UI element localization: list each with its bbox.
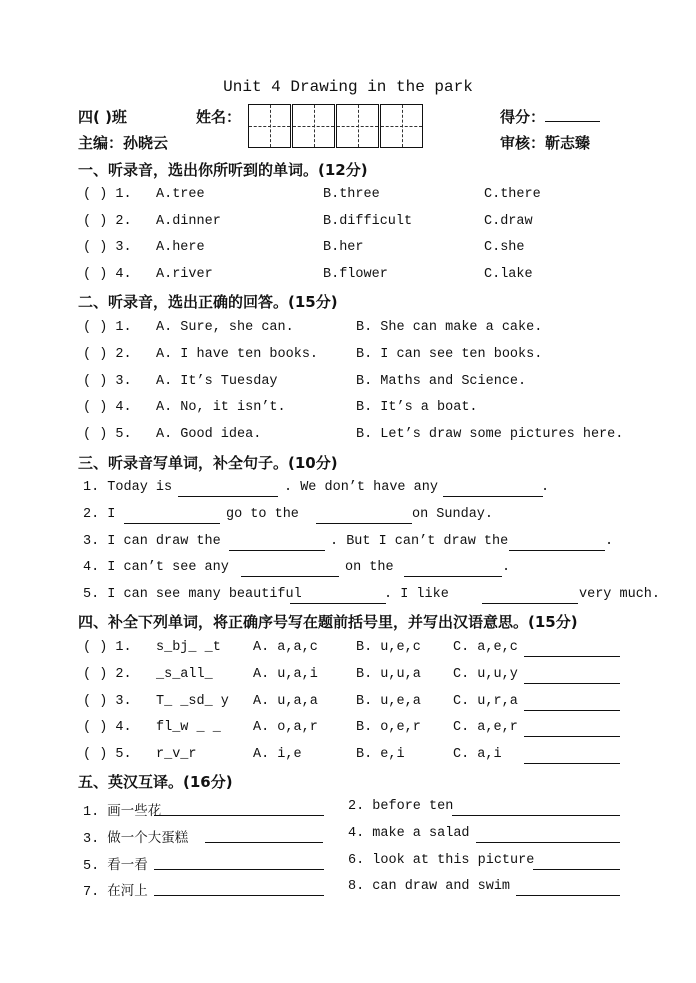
option-b: B. Maths and Science. bbox=[356, 373, 527, 389]
option-a: A.tree bbox=[156, 187, 205, 202]
answer-blank[interactable] bbox=[154, 801, 324, 816]
option-c: C. u,u,y bbox=[453, 666, 518, 682]
answer-blank[interactable] bbox=[443, 482, 543, 497]
answer-blank[interactable] bbox=[316, 509, 412, 524]
class-label: 四( )班 bbox=[78, 108, 127, 126]
answer-blank[interactable] bbox=[452, 801, 620, 816]
score-blank[interactable] bbox=[545, 107, 600, 122]
option-a: A. i,e bbox=[253, 747, 302, 763]
sentence-part: 3. I can draw the bbox=[83, 533, 221, 549]
sentence-part: go to the bbox=[226, 506, 299, 522]
word-puzzle: r_v_r bbox=[156, 747, 197, 763]
sentence-part: . But I can’t draw the bbox=[330, 533, 509, 549]
question-number[interactable]: ( ) 1. bbox=[83, 187, 132, 202]
answer-blank[interactable] bbox=[524, 722, 620, 737]
name-box[interactable] bbox=[380, 104, 423, 148]
question-number[interactable]: ( ) 3. bbox=[83, 693, 132, 709]
answer-blank[interactable] bbox=[524, 669, 620, 684]
sentence-part: 4. I can’t see any bbox=[83, 560, 229, 576]
option-c: C. u,r,a bbox=[453, 693, 518, 709]
option-b: B.flower bbox=[323, 266, 388, 282]
option-b: B. u,u,a bbox=[356, 666, 421, 682]
question-number[interactable]: ( ) 4. bbox=[83, 266, 132, 282]
word-puzzle: _s_all_ bbox=[156, 666, 213, 682]
sentence-part: very much. bbox=[579, 587, 661, 603]
translation-item: 5. 看一看 bbox=[83, 858, 148, 874]
option-c: C. a,i bbox=[453, 747, 502, 763]
section-heading: 四、补全下列单词，将正确序号写在题前括号里，并写出汉语意思。(15分) bbox=[78, 613, 578, 631]
option-b: B.her bbox=[323, 240, 364, 255]
option-a: A.river bbox=[156, 266, 213, 282]
option-c: C. a,e,c bbox=[453, 640, 518, 655]
answer-blank[interactable] bbox=[476, 828, 620, 843]
question-number[interactable]: ( ) 2. bbox=[83, 346, 132, 362]
answer-blank[interactable] bbox=[290, 589, 386, 604]
option-a: A. No, it isn’t. bbox=[156, 400, 286, 416]
question-number[interactable]: ( ) 1. bbox=[83, 320, 132, 335]
answer-blank[interactable] bbox=[482, 589, 578, 604]
answer-blank[interactable] bbox=[524, 642, 620, 657]
sentence-part: . We don’t have any bbox=[284, 480, 438, 495]
translation-item: 1. 画一些花 bbox=[83, 805, 162, 820]
sentence-part: 2. I bbox=[83, 506, 116, 522]
answer-blank[interactable] bbox=[241, 562, 339, 577]
option-a: A. u,a,a bbox=[253, 693, 318, 709]
option-a: A. o,a,r bbox=[253, 720, 318, 736]
option-b: B. She can make a cake. bbox=[356, 320, 543, 335]
question-number[interactable]: ( ) 4. bbox=[83, 720, 132, 736]
translation-item: 3. 做一个大蛋糕 bbox=[83, 831, 189, 847]
option-b: B. u,e,a bbox=[356, 693, 421, 709]
answer-blank[interactable] bbox=[229, 536, 325, 551]
option-a: A.dinner bbox=[156, 213, 221, 229]
option-c: C. a,e,r bbox=[453, 720, 518, 736]
option-b: B. o,e,r bbox=[356, 720, 421, 736]
option-a: A. I have ten books. bbox=[156, 346, 319, 362]
sentence-part: . bbox=[605, 533, 614, 549]
word-puzzle: s_bj_ _t bbox=[156, 640, 221, 655]
translation-item: 7. 在河上 bbox=[83, 885, 148, 901]
answer-blank[interactable] bbox=[509, 536, 605, 551]
sentence-part: . bbox=[502, 560, 511, 576]
option-c: C.she bbox=[484, 240, 525, 255]
question-number[interactable]: ( ) 2. bbox=[83, 213, 132, 229]
option-a: A. It’s Tuesday bbox=[156, 373, 278, 389]
option-a: A. Good idea. bbox=[156, 427, 262, 443]
sentence-part: 1. Today is bbox=[83, 480, 173, 495]
option-b: B. It’s a boat. bbox=[356, 400, 478, 416]
editor-label: 主编：孙晓云 bbox=[78, 134, 169, 152]
option-c: C.there bbox=[484, 187, 541, 202]
answer-blank[interactable] bbox=[404, 562, 502, 577]
option-a: A. u,a,i bbox=[253, 666, 318, 682]
section-heading: 三、听录音写单词，补全句子。(10分) bbox=[78, 454, 338, 472]
name-box[interactable] bbox=[248, 104, 291, 148]
word-puzzle: fl_w _ _ bbox=[156, 720, 221, 736]
translation-item: 4. make a salad bbox=[348, 825, 470, 841]
answer-blank[interactable] bbox=[516, 881, 620, 896]
question-number[interactable]: ( ) 1. bbox=[83, 640, 132, 655]
section-heading: 二、听录音，选出正确的回答。(15分) bbox=[78, 293, 338, 311]
name-box[interactable] bbox=[336, 104, 379, 148]
answer-blank[interactable] bbox=[524, 696, 620, 711]
question-number[interactable]: ( ) 3. bbox=[83, 373, 132, 389]
sentence-part: . I like bbox=[384, 587, 449, 603]
option-a: A.here bbox=[156, 240, 205, 255]
option-c: C.draw bbox=[484, 213, 533, 229]
question-number[interactable]: ( ) 3. bbox=[83, 240, 132, 255]
score-label: 得分： bbox=[500, 106, 600, 127]
section-heading: 五、英汉互译。(16分) bbox=[78, 773, 233, 791]
option-b: B.difficult bbox=[323, 213, 413, 229]
translation-item: 2. before ten bbox=[348, 799, 454, 814]
question-number[interactable]: ( ) 2. bbox=[83, 666, 132, 682]
section-heading: 一、听录音，选出你所听到的单词。(12分) bbox=[78, 161, 368, 179]
question-number[interactable]: ( ) 5. bbox=[83, 427, 132, 443]
option-a: A. Sure, she can. bbox=[156, 320, 294, 335]
answer-blank[interactable] bbox=[533, 855, 620, 870]
question-number[interactable]: ( ) 5. bbox=[83, 747, 132, 763]
reviewer-label: 审核：靳志臻 bbox=[500, 134, 591, 152]
translation-item: 6. look at this picture bbox=[348, 852, 535, 868]
option-b: B. e,i bbox=[356, 747, 405, 763]
name-boxes[interactable] bbox=[248, 104, 424, 148]
option-b: B. I can see ten books. bbox=[356, 346, 543, 362]
answer-blank[interactable] bbox=[154, 881, 324, 896]
answer-blank[interactable] bbox=[178, 482, 278, 497]
answer-blank[interactable] bbox=[205, 828, 323, 843]
sentence-part: . bbox=[541, 480, 550, 495]
option-b: B. Let’s draw some pictures here. bbox=[356, 427, 624, 443]
sentence-part: on Sunday. bbox=[412, 506, 494, 522]
option-a: A. a,a,c bbox=[253, 640, 318, 655]
word-puzzle: T_ _sd_ y bbox=[156, 693, 229, 709]
option-b: B. u,e,c bbox=[356, 640, 421, 655]
option-b: B.three bbox=[323, 187, 380, 202]
answer-blank[interactable] bbox=[524, 749, 620, 764]
sentence-part: 5. I can see many beautiful bbox=[83, 587, 302, 603]
option-c: C.lake bbox=[484, 266, 533, 282]
sentence-part: on the bbox=[345, 560, 394, 576]
question-number[interactable]: ( ) 4. bbox=[83, 400, 132, 416]
name-box[interactable] bbox=[292, 104, 335, 148]
answer-blank[interactable] bbox=[124, 509, 220, 524]
page-title: Unit 4 Drawing in the park bbox=[223, 78, 473, 96]
name-label: 姓名： bbox=[196, 108, 242, 126]
answer-blank[interactable] bbox=[154, 855, 324, 870]
translation-item: 8. can draw and swim bbox=[348, 879, 511, 895]
